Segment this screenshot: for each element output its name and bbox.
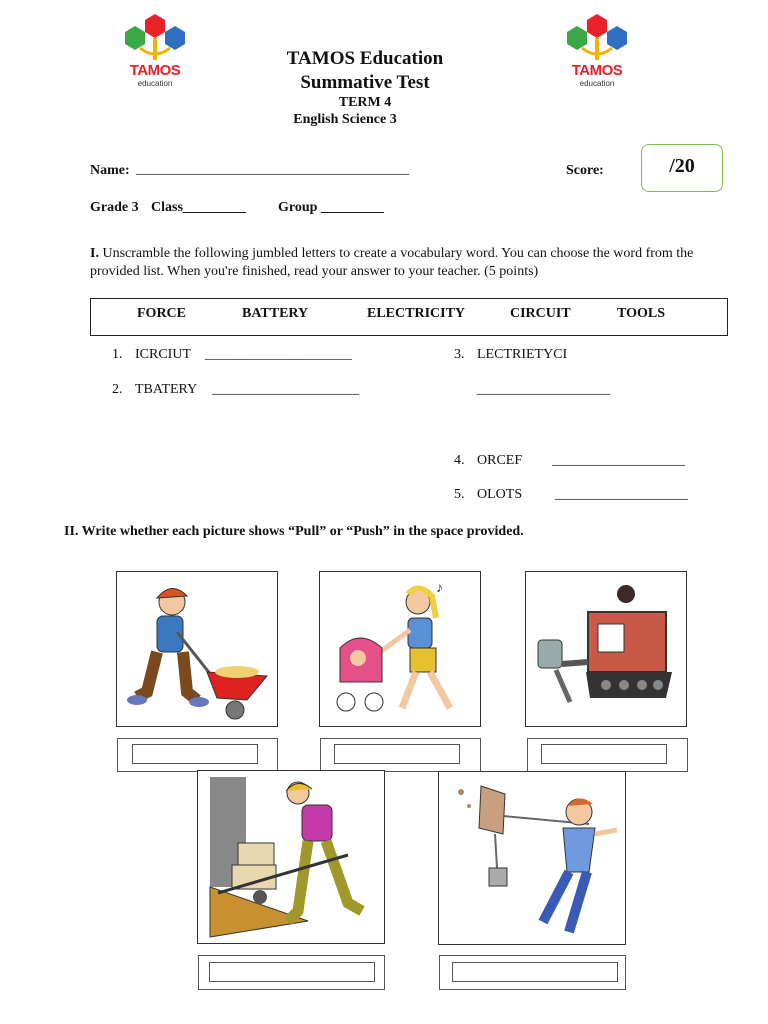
item-number: 2. (112, 382, 123, 397)
scrambled-word: TBATERY (135, 382, 198, 397)
item-number: 3. (454, 347, 465, 362)
grade-label: Grade 3 (90, 200, 139, 215)
answer-line[interactable]: ___________________ (552, 453, 685, 468)
tamos-logo-right (562, 12, 632, 92)
man-pushing-hand-truck-icon (198, 771, 384, 943)
picture-robot (525, 571, 687, 727)
class-field[interactable]: Class_________ (151, 200, 246, 215)
word-bank (90, 298, 728, 336)
answer-input[interactable] (334, 744, 460, 764)
answer-input[interactable] (209, 962, 375, 982)
picture-hand-truck (197, 770, 385, 944)
group-field[interactable]: Group _________ (278, 200, 384, 215)
section-2-instruction: II. Write whether each picture shows “Pull” or “Push” in the space provided. (64, 524, 524, 539)
scrambled-word: ORCEF (477, 453, 523, 468)
word-bank-item: FORCE (137, 306, 186, 321)
item-number: 1. (112, 347, 123, 362)
logo-wordmark: TAMOS (129, 62, 181, 79)
logo-hexagons-icon (562, 12, 632, 64)
item-number: 4. (454, 453, 465, 468)
answer-box-3[interactable] (527, 738, 688, 772)
name-label: Name: (90, 163, 130, 178)
school-title: TAMOS Education (286, 48, 444, 69)
logo-subtext: education (579, 79, 615, 88)
score-value: /20 (669, 155, 695, 177)
woman-pushing-stroller-icon (320, 572, 480, 726)
answer-line[interactable]: _____________________ (212, 382, 359, 397)
svg-text:♪: ♪ (436, 581, 443, 596)
score-label: Score: (566, 163, 604, 178)
subject-label: English Science 3 (293, 112, 397, 127)
section-1-number: I. (90, 246, 99, 261)
test-title: Summative Test (300, 72, 430, 93)
word-bank-item: CIRCUIT (510, 306, 571, 321)
score-box (641, 144, 723, 192)
man-pushing-wheelbarrow-icon (117, 572, 277, 726)
scrambled-word: ICRCIUT (135, 347, 191, 362)
robot-machine-icon (526, 572, 686, 726)
answer-box-5[interactable] (439, 955, 626, 990)
logo-hexagons-icon (120, 12, 190, 64)
man-pulling-rope-icon (439, 772, 625, 944)
picture-pulling-rock (438, 771, 626, 945)
word-bank-item: TOOLS (617, 306, 665, 321)
answer-box-4[interactable] (198, 955, 385, 990)
picture-wheelbarrow (116, 571, 278, 727)
answer-box-2[interactable] (320, 738, 481, 772)
picture-stroller (319, 571, 481, 727)
section-1-text: Unscramble the following jumbled letters to create a vocabulary word. You can choose the word from the provided list. When you're finished, read your answer to your teacher. (5 points) (90, 246, 694, 279)
answer-input[interactable] (452, 962, 618, 982)
answer-box-1[interactable] (117, 738, 278, 772)
section-1-instruction (90, 245, 730, 281)
name-field[interactable]: _______________________________________ (136, 162, 409, 177)
answer-input[interactable] (132, 744, 258, 764)
answer-line[interactable]: ___________________ (477, 382, 610, 397)
logo-wordmark: TAMOS (571, 62, 623, 79)
scrambled-word: OLOTS (477, 487, 523, 502)
item-number: 5. (454, 487, 465, 502)
answer-line[interactable]: _____________________ (205, 347, 352, 362)
answer-input[interactable] (541, 744, 667, 764)
scrambled-word: LECTRIETYCI (477, 347, 568, 362)
term-label: TERM 4 (338, 95, 392, 110)
logo-subtext: education (137, 79, 173, 88)
word-bank-item: ELECTRICITY (367, 306, 466, 321)
answer-line[interactable]: ___________________ (555, 487, 688, 502)
tamos-logo-left (120, 12, 190, 92)
word-bank-item: BATTERY (242, 306, 309, 321)
